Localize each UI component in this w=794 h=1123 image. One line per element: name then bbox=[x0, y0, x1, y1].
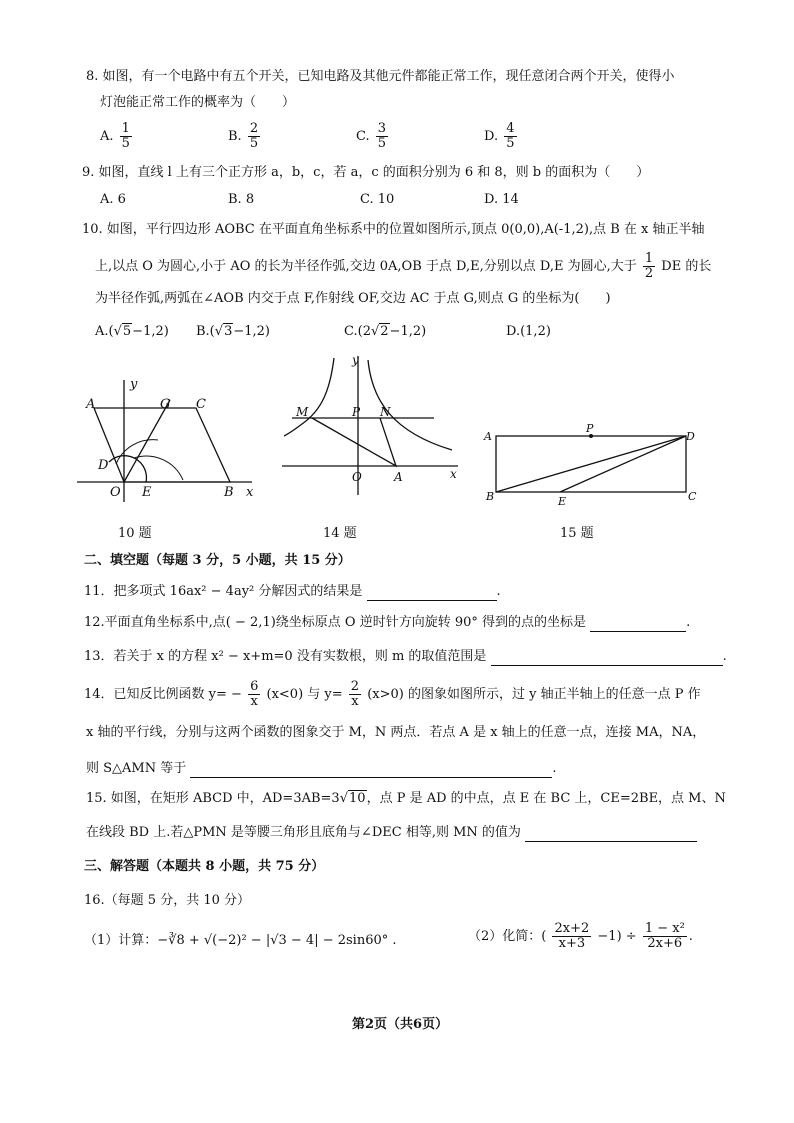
q16-part1: （1）计算：−∛8 + √(−2)² − |√3 − 4| − 2sin60° . bbox=[84, 933, 397, 948]
q16-p2-f2-den: 2x+6 bbox=[647, 936, 683, 951]
q16-p2-f1-num: 2x+2 bbox=[554, 921, 590, 936]
q8-option-a-den: 5 bbox=[121, 136, 130, 151]
fig15-label-c: C bbox=[688, 490, 697, 503]
q8-option-c-den: 5 bbox=[377, 136, 387, 151]
fig14-label-x: x bbox=[450, 467, 457, 481]
q14-f1-num: 6 bbox=[250, 679, 259, 694]
q10-option-b: B.(√3−1,2) bbox=[196, 324, 270, 339]
q9-line1: 9. 如图，直线 l 上有三个正方形 a，b，c，若 a，c 的面积分别为 6 和 8，则 b 的面积为（ ） bbox=[82, 165, 650, 180]
fig14-triangle-amn bbox=[312, 418, 396, 466]
fig14-label-m: M bbox=[296, 405, 309, 419]
q14-line1 bbox=[84, 680, 701, 710]
q8-line1: 8. 如图，有一个电路中有五个开关，已知电路及其他元件都能正常工作，现任意闭合两个开关，使得小 bbox=[86, 69, 675, 84]
figure-14-caption: 14 题 bbox=[323, 526, 357, 541]
q12-text: 12.平面直角坐标系中,点( − 2,1)绕坐标原点 O 逆时针方向旋转 90° 得到的点的坐标是 bbox=[84, 615, 587, 630]
fig10-label-a: A bbox=[86, 397, 96, 412]
fig15-line-ed bbox=[560, 436, 686, 492]
q10-option-c-post: −1,2) bbox=[389, 324, 427, 339]
q9-option-b: B. 8 bbox=[228, 192, 255, 207]
q10-option-b-pre: B.( bbox=[196, 324, 215, 339]
q16-head: 16.（每题 5 分，共 10 分） bbox=[84, 893, 251, 908]
q10-option-a-rad: 5 bbox=[122, 324, 132, 339]
q14-line2: x 轴的平行线，分别与这两个函数的图象交于 M，N 两点．若点 A 是 x 轴上的任意一点，连接 MA，NA， bbox=[86, 725, 706, 740]
section-3-title: 三、解答题（本题共 8 小题，共 75 分） bbox=[84, 859, 325, 874]
figure-15-caption: 15 题 bbox=[560, 526, 594, 541]
q16-p2-f2-num: 1 − x² bbox=[644, 921, 685, 936]
q11-end: . bbox=[496, 584, 501, 599]
q14-f2-den: x bbox=[351, 694, 359, 709]
q13-answer-blank[interactable] bbox=[491, 651, 723, 666]
q10-option-b-post: −1,2) bbox=[233, 324, 270, 339]
q13-text: 13．若关于 x 的方程 x² − x+m=0 没有实数根，则 m 的取值范围是 bbox=[84, 649, 487, 664]
q8-option-c-num: 3 bbox=[377, 121, 387, 136]
q12-answer-blank[interactable] bbox=[590, 617, 686, 632]
q8-option-b bbox=[228, 122, 262, 151]
q8-option-b-num: 2 bbox=[249, 121, 259, 136]
q10-option-b-rad: 3 bbox=[224, 324, 233, 339]
q15-line1: 15. 如图，在矩形 ABCD 中，AD=3AB=3√10，点 P 是 AD 的中点，点 E 在 BC 上，CE=2BE，点 M、N bbox=[86, 791, 726, 806]
q14-mid: (x<0) 与 y= bbox=[266, 687, 343, 702]
q8-option-c bbox=[356, 122, 390, 151]
fig14-label-a: A bbox=[394, 470, 403, 484]
fig15-label-b: B bbox=[486, 490, 495, 503]
q14-f1-den: x bbox=[250, 694, 258, 709]
fig10-label-g: G bbox=[160, 397, 171, 412]
q16-p2-mid: −1) ÷ bbox=[597, 929, 637, 944]
q8-option-d-num: 4 bbox=[506, 121, 515, 136]
q8-option-b-den: 5 bbox=[249, 136, 259, 151]
q10-option-a-post: −1,2) bbox=[132, 324, 169, 339]
figure-10-caption: 10 题 bbox=[118, 526, 152, 541]
q12-end: . bbox=[686, 615, 691, 630]
q8-option-b-label: B. bbox=[228, 129, 242, 144]
q10-option-c: C.(2√2−1,2) bbox=[344, 324, 427, 339]
q14-answer-blank[interactable] bbox=[190, 763, 552, 778]
section-2-title: 二、填空题（每题 3 分，5 小题，共 15 分） bbox=[84, 553, 351, 568]
q14-pre: 14．已知反比例函数 y= − bbox=[84, 687, 242, 702]
q11-answer-blank[interactable] bbox=[367, 586, 497, 601]
q8-option-a-num: 1 bbox=[121, 121, 130, 136]
q15-line2-text: 在线段 BD 上.若△PMN 是等腰三角形且底角与∠DEC 相等,则 MN 的值为 bbox=[86, 825, 521, 840]
q8-option-d-label: D. bbox=[484, 129, 499, 144]
page-footer: 第2页（共6页） bbox=[352, 1017, 449, 1032]
q9-option-d: D. 14 bbox=[484, 192, 519, 207]
q14-f2-num: 2 bbox=[350, 679, 360, 694]
q10-frac-den: 2 bbox=[644, 266, 654, 281]
q13-line bbox=[84, 648, 727, 666]
fig15-label-a: A bbox=[484, 430, 492, 443]
fig10-ray-of bbox=[124, 400, 170, 482]
fig10-label-o: O bbox=[110, 485, 121, 500]
fig14-curve-left bbox=[284, 358, 334, 436]
q13-end: . bbox=[722, 649, 727, 664]
q16-p2-f1-den: x+3 bbox=[558, 936, 586, 951]
q16-p2-pre: （2）化简：( bbox=[468, 929, 547, 944]
fig10-label-c: C bbox=[196, 397, 206, 412]
fig10-label-d: D bbox=[98, 458, 109, 473]
q15-answer-blank[interactable] bbox=[525, 827, 697, 842]
q14-line3-text: 则 S△AMN 等于 bbox=[86, 761, 187, 776]
fig14-label-o: O bbox=[352, 470, 362, 484]
fig10-label-y: y bbox=[130, 377, 138, 392]
q10-option-d: D.(1,2) bbox=[506, 324, 551, 339]
q11-line bbox=[84, 583, 501, 601]
q10-option-a: A.(√5−1,2) bbox=[95, 324, 169, 339]
q15-rad: 10 bbox=[349, 791, 366, 806]
fig15-label-p: P bbox=[586, 422, 594, 435]
q12-line bbox=[84, 614, 690, 632]
q9-option-c: C. 10 bbox=[360, 192, 395, 207]
q16-part2 bbox=[468, 922, 693, 952]
fig10-label-b: B bbox=[224, 485, 234, 500]
q10-option-c-pre: C.(2 bbox=[344, 324, 371, 339]
q16-p2-end: . bbox=[688, 929, 693, 944]
figure-14 bbox=[282, 350, 462, 500]
fig14-label-n: N bbox=[380, 405, 391, 419]
fig14-label-p: P bbox=[352, 405, 361, 419]
q10-line3: 为半径作弧,两弧在∠AOB 内交于点 F,作射线 OF,交边 AC 于点 G,则点 G 的坐标为( ) bbox=[95, 291, 611, 306]
fig14-label-y: y bbox=[352, 353, 359, 367]
q8-option-a bbox=[100, 122, 134, 151]
q10-line1: 10. 如图，平行四边形 AOBC 在平面直角坐标系中的位置如图所示,顶点 0(0,0),A(-1,2),点 B 在 x 轴正半轴 bbox=[82, 222, 705, 237]
fig10-arc-e bbox=[134, 456, 183, 480]
q10-option-c-rad: 2 bbox=[380, 324, 389, 339]
q10-line2-tail: DE 的长 bbox=[661, 259, 712, 274]
figure-10 bbox=[72, 372, 262, 507]
q14-post: (x>0) 的图象如图所示，过 y 轴正半轴上的任意一点 P 作 bbox=[367, 687, 701, 702]
fig10-label-e: E bbox=[142, 485, 152, 500]
q15-line1-pre: 15. 如图，在矩形 ABCD 中，AD=3AB=3 bbox=[86, 791, 340, 806]
q10-line2 bbox=[95, 252, 711, 281]
q9-option-a: A. 6 bbox=[100, 192, 126, 207]
fig15-label-d: D bbox=[686, 430, 695, 443]
q10-line2-text: 上,以点 O 为圆心,小于 AO 的长为半径作弧,交边 0A,OB 于点 D,E,分别以点 D,E 为圆心,大于 bbox=[95, 259, 637, 274]
q10-option-a-pre: A.( bbox=[95, 324, 114, 339]
q8-option-d-den: 5 bbox=[506, 136, 515, 151]
q8-line2: 灯泡能正常工作的概率为（ ） bbox=[100, 95, 296, 110]
q15-line2 bbox=[86, 824, 697, 842]
q10-frac-num: 1 bbox=[644, 251, 654, 266]
q11-text: 11．把多项式 16ax² − 4ay² 分解因式的结果是 bbox=[84, 584, 363, 599]
fig10-label-x: x bbox=[246, 485, 254, 500]
q8-option-a-label: A. bbox=[100, 129, 114, 144]
q14-line3 bbox=[86, 760, 557, 778]
fig15-label-e: E bbox=[558, 495, 567, 508]
q14-end: . bbox=[552, 761, 557, 776]
figure-15 bbox=[482, 420, 702, 510]
q8-option-d bbox=[484, 122, 519, 151]
q8-option-c-label: C. bbox=[356, 129, 370, 144]
fig15-diagonal-bd bbox=[496, 436, 686, 492]
q15-line1-post: ，点 P 是 AD 的中点，点 E 在 BC 上，CE=2BE，点 M、N bbox=[366, 791, 726, 806]
fig10-parallelogram bbox=[94, 408, 230, 482]
